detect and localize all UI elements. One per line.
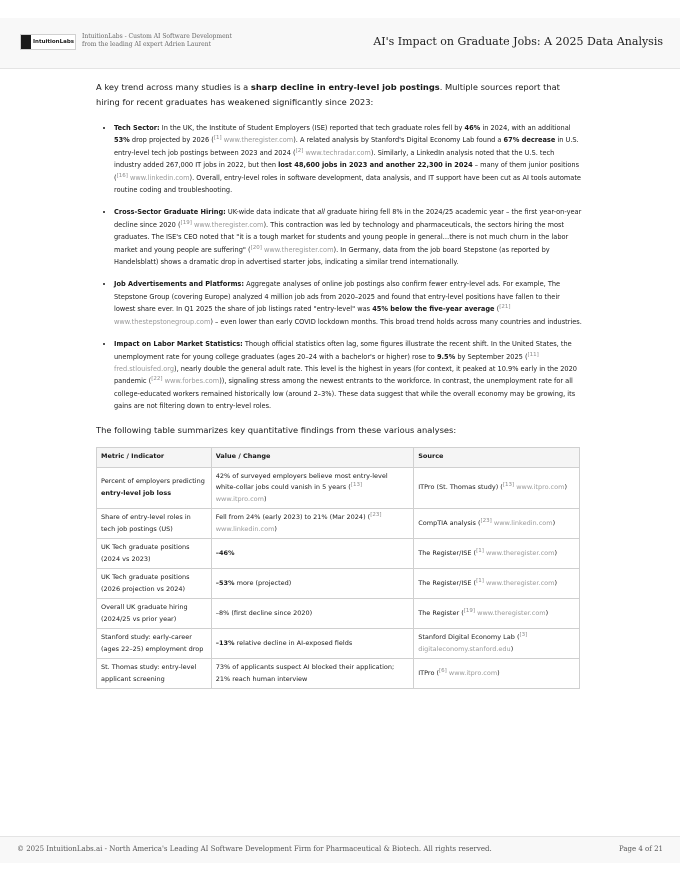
document-title: AI's Impact on Graduate Jobs: A 2025 Data Analysis [373, 35, 663, 48]
list-item-cross-sector: • Cross-Sector Graduate Hiring: UK-wide data indicate that all graduate hiring fell 8% in the 2024/25 academic year – the first year-on-year decline since 2020 ([19] www.theregister.com). This contraction was led by technology and pharmaceuticals, the sectors hiring the most graduates. The ISE's CEO noted that "it is a tough market for students and young people in general…there is not much churn in the labor market and young people are suffering" ([20] www.theregister.com). In Germany, data from the job board Stepstone (as reported by Handelsblatt) shows a dramatic drop in advertised starter jobs, indicating a similar trend internationally. [114, 206, 582, 268]
table-row [97, 659, 580, 689]
header-tagline: IntuitionLabs - Custom AI Software Development from the leading AI expert Adrien Laurent [82, 33, 232, 48]
citation[interactable]: [19] [180, 219, 192, 226]
citation[interactable]: [2] [295, 147, 304, 154]
source-link[interactable]: www.forbes.com [164, 377, 220, 386]
value-cell: 42% of surveyed employers believe most entry-level white-collar jobs could vanish in 5 years ([13] www.itpro.com) [211, 467, 413, 509]
value-cell: 73% of applicants suspect AI blocked their application; 21% reach human interview [211, 659, 413, 689]
source-link[interactable]: digitaleconomy.stanford.edu [418, 644, 511, 653]
metric-cell: UK Tech graduate positions (2026 projection vs 2024) [97, 569, 212, 599]
source-link[interactable]: www.theregister.com [477, 608, 546, 617]
list-item-labor-stats: • Impact on Labor Market Statistics: Though official statistics often lag, some figures illustrate the recent shift. In the United States, the unemployment rate for young college graduates (ages 20–24 with a bachelor's or higher) rose to 9.5% by September 2025 ([11] fred.stlouisfed.org), nearly double the general adult rate. This level is the highest in years (for context, it peaked at 10.9% early in the 2020 pandemic ([22] www.forbes.com)), signaling stress among the newest entrants to the workforce. In contrast, the unemployment rate for all college-educated workers remained historically low (around 2–3%). These data suggest that while the overall economy may be growing, its gains are not filtering down to entry-level roles. [114, 338, 582, 412]
source-cell: ITPro (St. Thomas study) ([13] www.itpro.com) [414, 467, 580, 509]
citation[interactable]: [23] [480, 517, 492, 524]
table-row [97, 509, 580, 539]
citation[interactable]: [19] [463, 607, 476, 614]
table-row [97, 599, 580, 629]
value-cell: Fell from 24% (early 2023) to 21% (Mar 2024) ([23] www.linkedin.com) [211, 509, 413, 539]
source-link[interactable]: www.theregister.com [193, 220, 264, 229]
citation[interactable]: [6] [439, 667, 447, 674]
table-row [97, 629, 580, 659]
table-row [97, 467, 580, 509]
intro-paragraph: A key trend across many studies is a sharp decline in entry-level job postings. Multiple sources report that hiring for recent graduates has weakened significantly since 2023: [96, 82, 560, 107]
value-cell: –53% more (projected) [211, 569, 413, 599]
citation[interactable]: [22] [151, 376, 163, 383]
source-cell: The Register/ISE ([1] www.theregister.com) [414, 569, 580, 599]
column-header: Metric / Indicator [97, 447, 212, 467]
citation[interactable]: [16] [116, 172, 128, 179]
citation[interactable]: [13] [350, 481, 363, 488]
table-header-row [97, 447, 580, 467]
source-link[interactable]: www.itpro.com [448, 668, 498, 677]
source-link[interactable]: www.theregister.com [223, 136, 294, 145]
table-intro: The following table summarizes key quantitative findings from these various analyses: [96, 424, 457, 435]
source-link[interactable]: www.itpro.com [516, 483, 565, 492]
source-link[interactable]: www.linkedin.com [493, 518, 553, 527]
source-link[interactable]: www.theregister.com [485, 578, 555, 587]
citation[interactable]: [1] [476, 577, 484, 584]
table-row [97, 569, 580, 599]
source-cell: The Register/ISE ([1] www.theregister.com) [414, 539, 580, 569]
source-cell: Stanford Digital Economy Lab ([3] digitaleconomy.stanford.edu) [414, 629, 580, 659]
citation[interactable]: [1] [476, 547, 484, 554]
intuitionlabs-logo[interactable]: IntuitionLabs [20, 34, 76, 50]
metric-cell: Share of entry-level roles in tech job postings (US) [97, 509, 212, 539]
table-row [97, 539, 580, 569]
source-link[interactable]: www.linkedin.com [215, 524, 275, 533]
citation[interactable]: [23] [370, 511, 382, 518]
value-cell: –8% (first decline since 2020) [211, 599, 413, 629]
metric-cell: UK Tech graduate positions (2024 vs 2023) [97, 539, 212, 569]
copyright-text: © 2025 IntuitionLabs.ai - North America's Leading AI Software Development Firm for Pharmaceutical & Biotech. All rights reserved. [17, 845, 492, 853]
source-link[interactable]: www.techradar.com [305, 148, 371, 157]
source-link[interactable]: fred.stlouisfed.org [114, 364, 175, 373]
column-header: Value / Change [211, 447, 413, 467]
source-link[interactable]: www.thestepstonegroup.com [114, 317, 211, 326]
list-item-tech-sector: • Tech Sector: In the UK, the Institute of Student Employers (ISE) reported that tech graduate roles fell by 46% in 2024, with an additional 53% drop projected by 2026 ([1] www.theregister.com). A related analysis by Stanford's Digital Economy Lab found a 67% decrease in U.S. entry-level tech job postings between 2023 and 2024 ([2] www.techradar.com). Similarly, a LinkedIn analysis noted that the U.S. tech industry added 267,000 IT jobs in 2022, but then lost 48,600 jobs in 2023 and another 22,300 in 2024 – many of them junior positions ([16] www.linkedin.com). Overall, entry-level roles in software development, data analysis, and IT support have been cut as AI tools automate routine coding and troubleshooting. [114, 122, 582, 196]
metric-cell: St. Thomas study: entry-level applicant screening [97, 659, 212, 689]
citation[interactable]: [1] [213, 135, 222, 142]
source-cell: The Register ([19] www.theregister.com) [414, 599, 580, 629]
citation[interactable]: [11] [527, 351, 539, 358]
findings-table [96, 447, 580, 690]
source-cell: CompTIA analysis ([23] www.linkedin.com) [414, 509, 580, 539]
source-link[interactable]: www.linkedin.com [129, 173, 190, 182]
value-cell: –46% [211, 539, 413, 569]
source-link[interactable]: www.theregister.com [485, 548, 555, 557]
list-item-job-ads: • Job Advertisements and Platforms: Aggregate analyses of online job postings also confirm fewer entry-level ads. For example, The Stepstone Group (covering Europe) analyzed 4 million job ads from 2020–2025 and found that entry-level positions have fallen to their lowest share ever. In Q1 2025 the share of job listings rated "entry-level" was 45% below the five-year average ([21] www.thestepstonegroup.com) – even lower than early COVID lockdown months. This broad trend holds across many countries and industries. [114, 278, 582, 328]
citation[interactable]: [20] [250, 244, 262, 251]
metric-cell: Stanford study: early-career (ages 22–25) employment drop [97, 629, 212, 659]
main-content [96, 80, 582, 689]
source-link[interactable]: www.theregister.com [264, 245, 334, 254]
citation[interactable]: [13] [502, 481, 515, 488]
metric-cell: Overall UK graduate hiring (2024/25 vs prior year) [97, 599, 212, 629]
page-footer [0, 836, 680, 863]
source-link[interactable]: www.itpro.com [215, 494, 264, 503]
value-cell: –13% relative decline in AI-exposed fields [211, 629, 413, 659]
findings-list [96, 122, 582, 413]
page-header [0, 18, 680, 69]
citation[interactable]: [3] [519, 631, 528, 638]
column-header: Source [414, 447, 580, 467]
source-cell: ITPro ([6] www.itpro.com) [414, 659, 580, 689]
logo-mark-icon [21, 35, 31, 49]
citation[interactable]: [21] [499, 304, 511, 311]
metric-cell: Percent of employers predicting entry-level job loss [97, 467, 212, 509]
page-number: Page 4 of 21 [618, 845, 663, 853]
